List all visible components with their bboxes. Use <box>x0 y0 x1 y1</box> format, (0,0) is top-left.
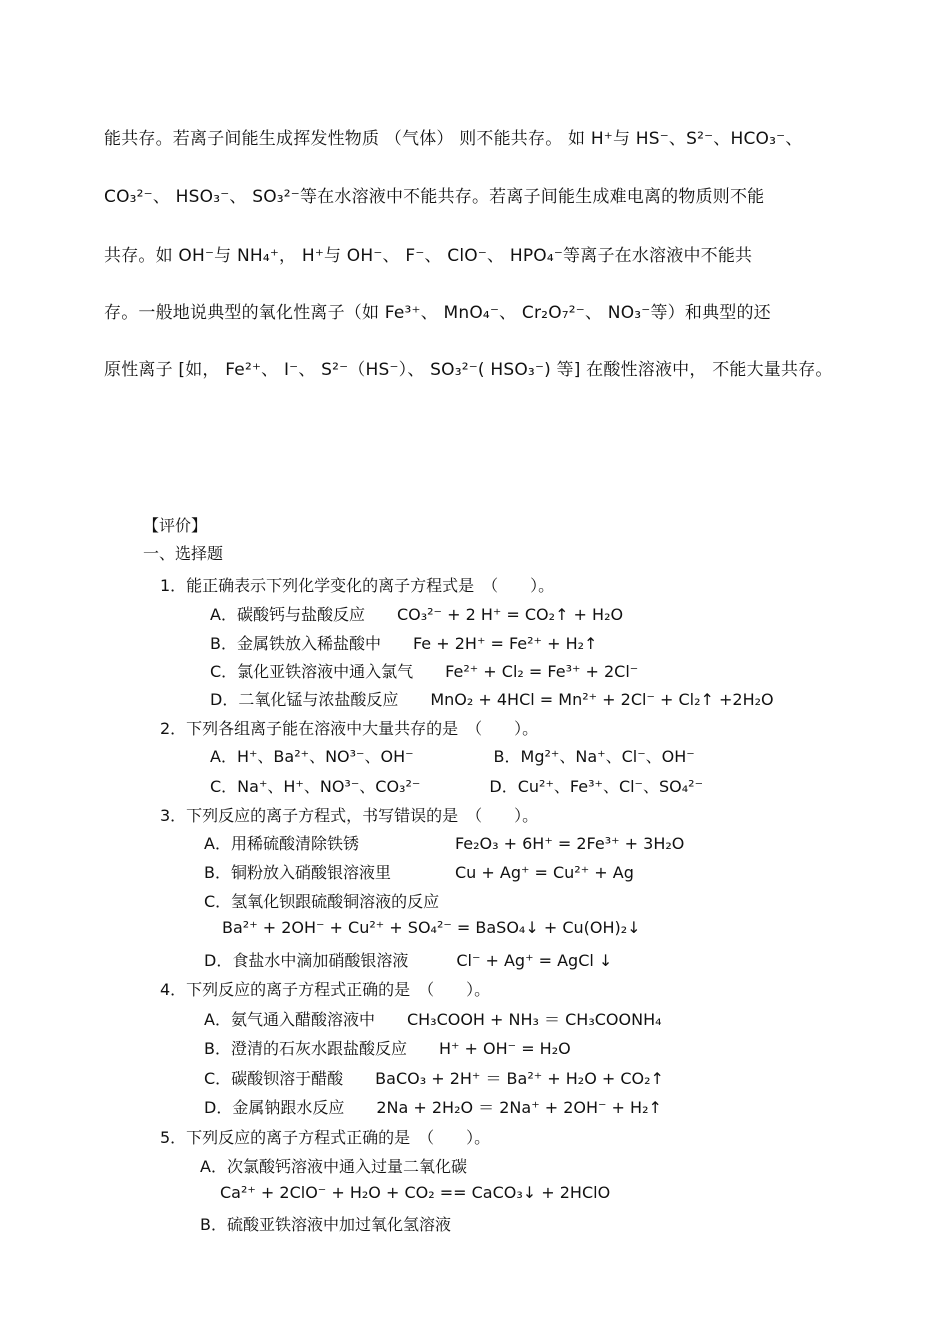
question-line: B．金属铁放入稀盐酸中 Fe + 2H⁺ = Fe²⁺ + H₂↑ <box>210 634 598 653</box>
question-line: D．金属钠跟水反应 2Na + 2H₂O ＝ 2Na⁺ + 2OH⁻ + H₂↑ <box>204 1098 662 1117</box>
question-line: 2．下列各组离子能在溶液中大量共存的是 （ ）。 <box>160 719 539 738</box>
section-heading: 一、选择题 <box>143 544 224 563</box>
question-line: C．氯化亚铁溶液中通入氯气 Fe²⁺ + Cl₂ = Fe³⁺ + 2Cl⁻ <box>210 662 639 681</box>
paragraph-line-3: 共存。如 OH⁻与 NH₄⁺， H⁺与 OH⁻、 F⁻、 ClO⁻、 HPO₄⁻等离子在水溶液中不能共 <box>104 246 753 266</box>
question-line: A．碳酸钙与盐酸反应 CO₃²⁻ + 2 H⁺ = CO₂↑ + H₂O <box>210 605 624 624</box>
question-line: A．H⁺、Ba²⁺、NO³⁻、OH⁻ B．Mg²⁺、Na⁺、Cl⁻、OH⁻ <box>210 747 695 766</box>
question-line: C．Na⁺、H⁺、NO³⁻、CO₃²⁻ D．Cu²⁺、Fe³⁺、Cl⁻、SO₄²⁻ <box>210 777 704 796</box>
question-line: C．碳酸钡溶于醋酸 BaCO₃ + 2H⁺ ＝ Ba²⁺ + H₂O + CO₂↑ <box>204 1069 664 1088</box>
question-line: 5．下列反应的离子方程式正确的是 （ ）。 <box>160 1128 491 1147</box>
question-line: 1．能正确表示下列化学变化的离子方程式是 （ ）。 <box>160 576 555 595</box>
question-line: C．氢氧化钡跟硫酸铜溶液的反应 <box>204 892 440 911</box>
evaluation-title: 【评价】 <box>143 516 208 535</box>
question-line: A．氨气通入醋酸溶液中 CH₃COOH + NH₃ ＝ CH₃COONH₄ <box>204 1010 662 1029</box>
question-line: A．次氯酸钙溶液中通入过量二氧化碳 <box>200 1157 467 1176</box>
paragraph-line-4: 存。一般地说典型的氧化性离子（如 Fe³⁺、 MnO₄⁻、 Cr₂O₇²⁻、 NO₃⁻等）和典型的还 <box>104 303 771 323</box>
question-line: A．用稀硫酸清除铁锈 Fe₂O₃ + 6H⁺ = 2Fe³⁺ + 3H₂O <box>204 834 685 853</box>
question-line: D．二氧化锰与浓盐酸反应 MnO₂ + 4HCl = Mn²⁺ + 2Cl⁻ + Cl₂↑ +2H₂O <box>210 690 774 709</box>
question-line: Ba²⁺ + 2OH⁻ + Cu²⁺ + SO₄²⁻ = BaSO₄↓ + Cu(OH)₂↓ <box>222 918 641 937</box>
question-line: B．硫酸亚铁溶液中加过氧化氢溶液 <box>200 1215 451 1234</box>
question-line: 3．下列反应的离子方程式，书写错误的是 （ ）。 <box>160 806 539 825</box>
question-line: B．澄清的石灰水跟盐酸反应 H⁺ + OH⁻ = H₂O <box>204 1039 571 1058</box>
question-line: D．食盐水中滴加硝酸银溶液 Cl⁻ + Ag⁺ = AgCl ↓ <box>204 951 613 970</box>
question-line: B．铜粉放入硝酸银溶液里 Cu + Ag⁺ = Cu²⁺ + Ag <box>204 863 634 882</box>
question-line: 4．下列反应的离子方程式正确的是 （ ）。 <box>160 980 491 999</box>
question-line: Ca²⁺ + 2ClO⁻ + H₂O + CO₂ == CaCO₃↓ + 2HClO <box>220 1183 611 1202</box>
paragraph-line-2: CO₃²⁻、 HSO₃⁻、 SO₃²⁻等在水溶液中不能共存。若离子间能生成难电离的物质则不能 <box>104 187 765 207</box>
paragraph-line-5: 原性离子 [如， Fe²⁺、 I⁻、 S²⁻（HS⁻）、 SO₃²⁻( HSO₃⁻) 等] 在酸性溶液中， 不能大量共存。 <box>104 360 833 380</box>
paragraph-line-1: 能共存。若离子间能生成挥发性物质 （气体） 则不能共存。 如 H⁺与 HS⁻、S²⁻、HCO₃⁻、 <box>104 129 803 149</box>
